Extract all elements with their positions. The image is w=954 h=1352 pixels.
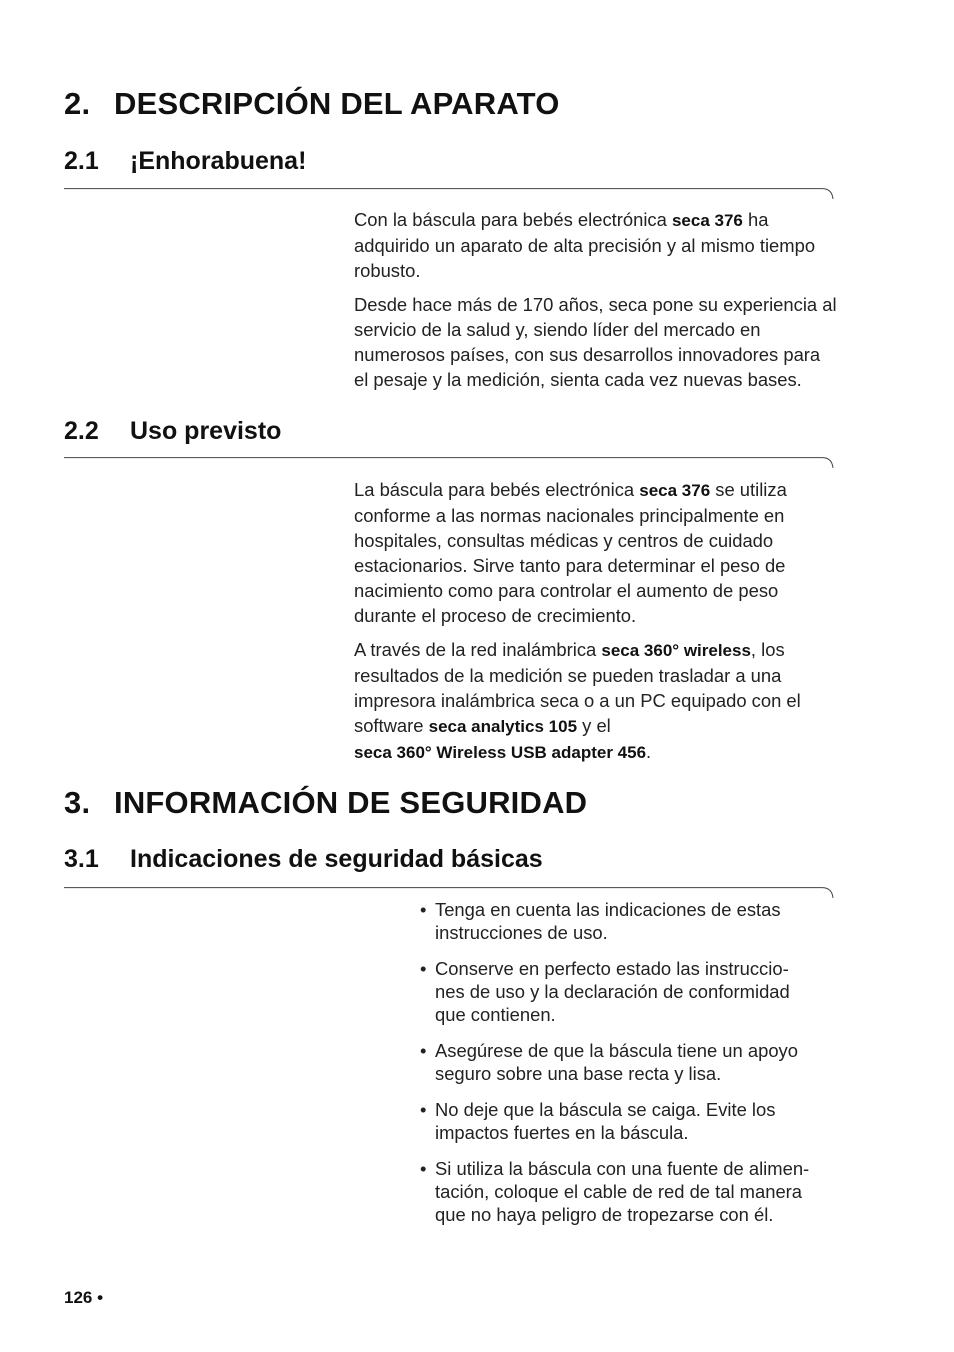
subsection-2-2-heading [64, 417, 281, 446]
subsection-number: 2.1 [64, 147, 99, 175]
section-number: 3. [64, 785, 91, 820]
page-number: 126 • [64, 1288, 104, 1307]
list-item: • Tenga en cuenta las indicaciones de estas instrucciones de uso. [420, 899, 781, 943]
paragraph: A través de la red inalámbrica seca 360° wireless, los resultados de la medición se pueden trasladar a una impresora inalámbrica seca o a un PC equipado con el software seca analytics 105 y el seca 360° Wireless USB adapter 456. [354, 639, 801, 762]
section-divider [64, 188, 834, 200]
list-item: • Si utiliza la báscula con una fuente de alimen- tación, coloque el cable de red de tal manera que no haya peligro de tropezarse con él. [420, 1158, 810, 1225]
intro-text [354, 207, 838, 392]
paragraph: Con la báscula para bebés electrónica seca 376 ha adquirido un aparato de alta precisión y al mismo tiempo robusto. [354, 209, 816, 281]
product-name: seca 376 [639, 481, 711, 500]
subsection-number: 3.1 [64, 845, 99, 873]
paragraph: La báscula para bebés electrónica seca 376 se utiliza conforme a las normas nacionales principalmente en hospitales, consultas médicas y centros de cuidado estacionarios. Sirve tanto para determinar el peso de nacimiento como para controlar el aumento de peso durante el proceso de crecimiento. [354, 479, 787, 626]
section-divider [64, 457, 834, 469]
section-number: 2. [64, 86, 91, 121]
section-title: DESCRIPCIÓN DEL APARATO [114, 86, 560, 121]
bullet-icon: • [420, 1099, 427, 1120]
intended-use-text [354, 477, 838, 765]
section-title: INFORMACIÓN DE SEGURIDAD [114, 785, 588, 820]
subsection-title: ¡Enhorabuena! [130, 147, 307, 175]
product-name: seca 360° wireless [601, 641, 751, 660]
bullet-icon: • [420, 958, 427, 979]
bullet-icon: • [420, 1040, 427, 1061]
list-item: • Conserve en perfecto estado las instruccio- nes de uso y la declaración de conformidad que contienen. [420, 958, 790, 1025]
safety-list [420, 898, 840, 1226]
product-name: seca 376 [671, 211, 743, 230]
subsection-title: Uso previsto [130, 417, 282, 445]
product-name: seca analytics 105 [428, 717, 578, 736]
section-2-heading [64, 86, 560, 122]
subsection-3-1-heading [64, 845, 543, 874]
list-item: • Asegúrese de que la báscula tiene un apoyo seguro sobre una base recta y lisa. [420, 1040, 798, 1084]
list-item: • No deje que la báscula se caiga. Evite los impactos fuertes en la báscula. [420, 1099, 776, 1143]
product-name: seca 360° Wireless USB adapter 456 [354, 743, 647, 762]
bullet-icon: • [420, 899, 427, 920]
subsection-number: 2.2 [64, 417, 99, 445]
paragraph: Desde hace más de 170 años, seca pone su experiencia al servicio de la salud y, siendo líder del mercado en numerosos países, con sus desarrollos innovadores para el pesaje y la medición, sienta cada vez nuevas bases. [354, 294, 837, 390]
subsection-title: Indicaciones de seguridad básicas [130, 845, 543, 873]
bullet-icon: • [420, 1158, 427, 1179]
section-3-heading [64, 785, 587, 821]
subsection-2-1-heading [64, 147, 306, 176]
